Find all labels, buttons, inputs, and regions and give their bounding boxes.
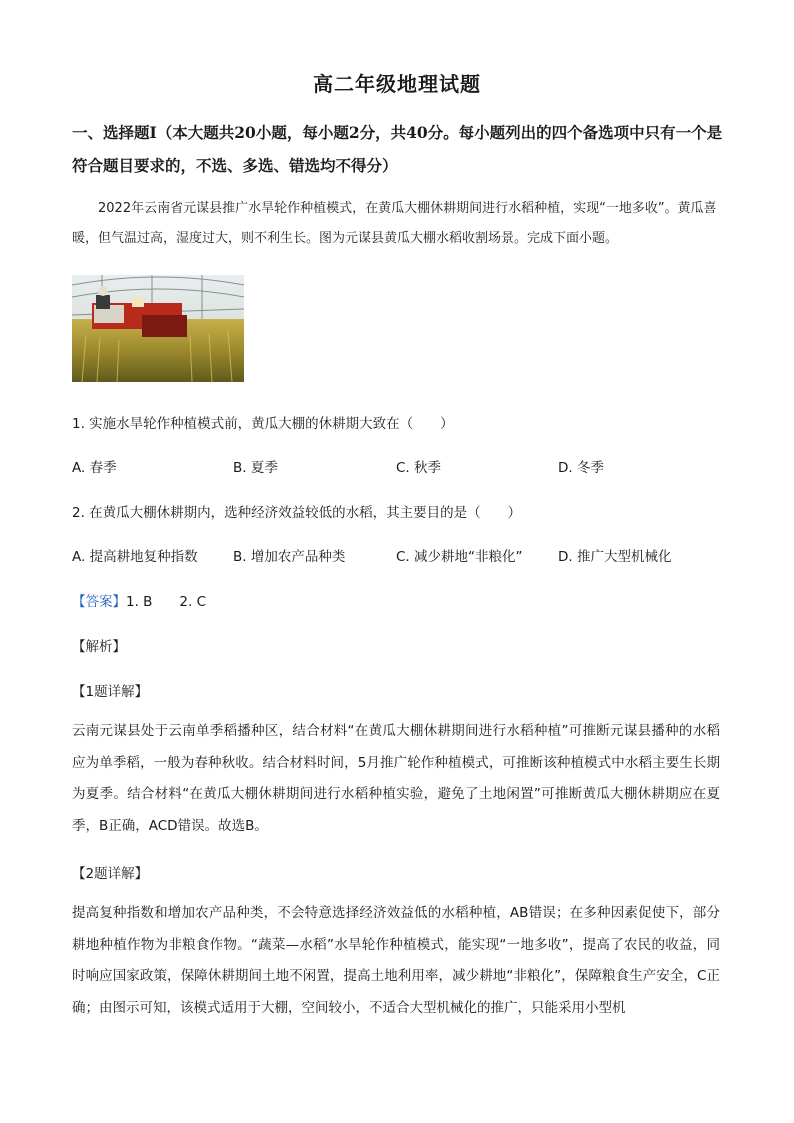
section-header: 一、选择题Ⅰ（本大题共20小题，每小题2分，共40分。每小题列出的四个备选项中只有一个是符合题目要求的，不选、多选、错选均不得分） (72, 123, 723, 175)
question-2-option-d: D. 推广大型机械化 (558, 549, 672, 565)
material-paragraph: 2022年云南省元谋县推广水旱轮作种植模式，在黄瓜大棚休耕期间进行水稻种植，实现“一地多收”。黄瓜喜暖，但气温过高，湿度过大，则不利生长。图为元谋县黄瓜大棚水稻收割场景。完成下面小题。 (72, 201, 717, 246)
question-1-option-d: D. 冬季 (558, 460, 604, 476)
question-1-stem: 1. 实施水旱轮作种植模式前，黄瓜大棚的休耕期大致在（ ） (72, 416, 454, 432)
answer-label: 【答案】 (72, 594, 126, 610)
question-2-option-a: A. 提高耕地复种指数 (72, 549, 198, 565)
greenhouse-rice-harvest-photo (72, 275, 244, 382)
answer-text: 1. B 2. C (126, 594, 207, 610)
answer-line (72, 590, 206, 610)
detail-1-text: 云南元谋县处于云南单季稻播种区，结合材料“在黄瓜大棚休耕期间进行水稻种植”可推断元谋县播种的水稻应为单季稻，一般为春种秋收。结合材料时间，5月推广轮作种植模式，可推断该种植模式中水稻主要生长期为夏季。结合材料“在黄瓜大棚休耕期间进行水稻种植实验，避免了土地闲置”可推断黄瓜大棚休耕期应在夏季，B正确，ACD错误。故选B。 (72, 723, 720, 834)
question-2-option-c: C. 减少耕地“非粮化” (396, 549, 523, 565)
page-title: 高二年级地理试题 (313, 72, 481, 96)
question-2-option-b: B. 增加农产品种类 (233, 549, 346, 565)
question-2-stem: 2. 在黄瓜大棚休耕期内，选种经济效益较低的水稻，其主要目的是（ ） (72, 505, 522, 521)
analysis-label: 【解析】 (72, 639, 126, 655)
detail-2-heading: 【2题详解】 (72, 866, 149, 882)
question-1-option-b: B. 夏季 (233, 460, 278, 476)
detail-2-text: 提高复种指数和增加农产品种类，不会特意选择经济效益低的水稻种植，AB错误；在多种因素促使下，部分耕地种植作物为非粮食作物。“蔬菜—水稻”水旱轮作种植模式，能实现“一地多收”，提高了农民的收益，同时响应国家政策，保障休耕期间土地不闲置，提高土地利用率，减少耕地“非粮化”，保障粮食生产安全，C正确；由图示可知，该模式适用于大棚，空间较小，不适合大型机械化的推广，只能采用小型机 (72, 905, 720, 1016)
question-1-option-c: C. 秋季 (396, 460, 442, 476)
harvest-illustration (72, 275, 244, 382)
question-1-option-a: A. 春季 (72, 460, 117, 476)
detail-1-heading: 【1题详解】 (72, 684, 149, 700)
